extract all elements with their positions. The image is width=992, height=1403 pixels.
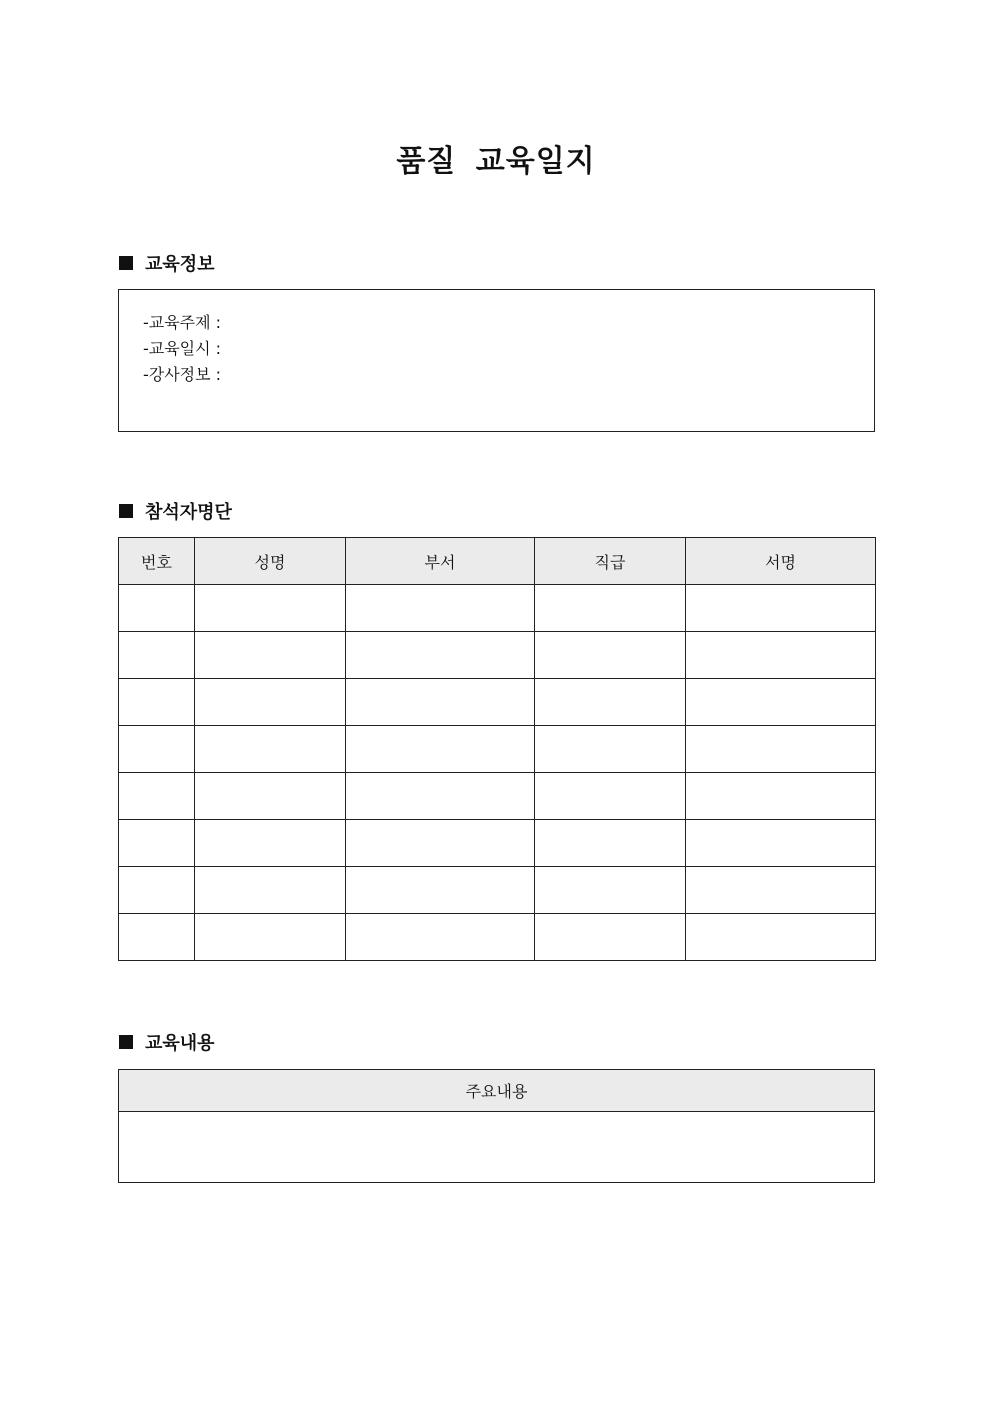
department-cell[interactable] — [346, 820, 535, 867]
number-cell[interactable] — [119, 773, 195, 820]
position-cell[interactable] — [535, 632, 686, 679]
position-cell[interactable] — [535, 914, 686, 961]
department-cell[interactable] — [346, 914, 535, 961]
department-cell[interactable] — [346, 585, 535, 632]
square-bullet-icon — [119, 256, 133, 270]
name-cell[interactable] — [195, 867, 346, 914]
table-row — [119, 726, 876, 773]
signature-cell[interactable] — [686, 632, 876, 679]
signature-cell[interactable] — [686, 773, 876, 820]
name-cell[interactable] — [195, 679, 346, 726]
position-cell[interactable] — [535, 726, 686, 773]
section-heading-attendees — [119, 500, 232, 526]
name-cell[interactable] — [195, 914, 346, 961]
position-cell[interactable] — [535, 585, 686, 632]
number-cell[interactable] — [119, 632, 195, 679]
department-cell[interactable] — [346, 867, 535, 914]
name-cell[interactable] — [195, 773, 346, 820]
square-bullet-icon — [119, 504, 133, 518]
position-cell[interactable] — [535, 820, 686, 867]
column-header-name: 성명 — [195, 538, 346, 585]
section-heading-content — [119, 1031, 215, 1057]
table-header-row — [119, 538, 876, 585]
number-cell[interactable] — [119, 585, 195, 632]
signature-cell[interactable] — [686, 726, 876, 773]
department-cell[interactable] — [346, 679, 535, 726]
name-cell[interactable] — [195, 632, 346, 679]
table-row — [119, 1112, 875, 1183]
attendee-table-body — [119, 585, 876, 961]
name-cell[interactable] — [195, 820, 346, 867]
table-row — [119, 773, 876, 820]
position-cell[interactable] — [535, 679, 686, 726]
table-row — [119, 585, 876, 632]
table-row — [119, 867, 876, 914]
table-row — [119, 679, 876, 726]
department-cell[interactable] — [346, 773, 535, 820]
department-cell[interactable] — [346, 726, 535, 773]
column-header-signature: 서명 — [686, 538, 876, 585]
number-cell[interactable] — [119, 820, 195, 867]
section-heading-info — [119, 252, 215, 278]
position-cell[interactable] — [535, 773, 686, 820]
position-cell[interactable] — [535, 867, 686, 914]
info-line-topic[interactable]: -교육주제 : — [143, 313, 222, 332]
column-header-number: 번호 — [119, 538, 195, 585]
number-cell[interactable] — [119, 867, 195, 914]
department-cell[interactable] — [346, 632, 535, 679]
number-cell[interactable] — [119, 726, 195, 773]
attendee-table — [118, 537, 876, 961]
info-line-instructor[interactable]: -강사정보 : — [143, 365, 222, 384]
main-content-cell[interactable] — [119, 1112, 875, 1183]
signature-cell[interactable] — [686, 914, 876, 961]
number-cell[interactable] — [119, 914, 195, 961]
signature-cell[interactable] — [686, 585, 876, 632]
page-title: 품질 교육일지 — [396, 144, 596, 179]
table-row — [119, 632, 876, 679]
number-cell[interactable] — [119, 679, 195, 726]
name-cell[interactable] — [195, 726, 346, 773]
signature-cell[interactable] — [686, 679, 876, 726]
signature-cell[interactable] — [686, 820, 876, 867]
column-header-department: 부서 — [346, 538, 535, 585]
square-bullet-icon — [119, 1035, 133, 1049]
section-heading-label: 교육정보 — [145, 254, 215, 275]
info-lines — [143, 310, 221, 388]
table-header-row — [119, 1070, 875, 1112]
column-header-position: 직급 — [535, 538, 686, 585]
column-header-main-content: 주요내용 — [119, 1070, 875, 1112]
name-cell[interactable] — [195, 585, 346, 632]
table-row — [119, 914, 876, 961]
signature-cell[interactable] — [686, 867, 876, 914]
section-heading-label: 교육내용 — [145, 1033, 215, 1054]
info-box — [118, 289, 875, 432]
section-heading-label: 참석자명단 — [145, 502, 232, 523]
info-line-date[interactable]: -교육일시 : — [143, 339, 222, 358]
table-row — [119, 820, 876, 867]
content-table — [118, 1069, 875, 1183]
